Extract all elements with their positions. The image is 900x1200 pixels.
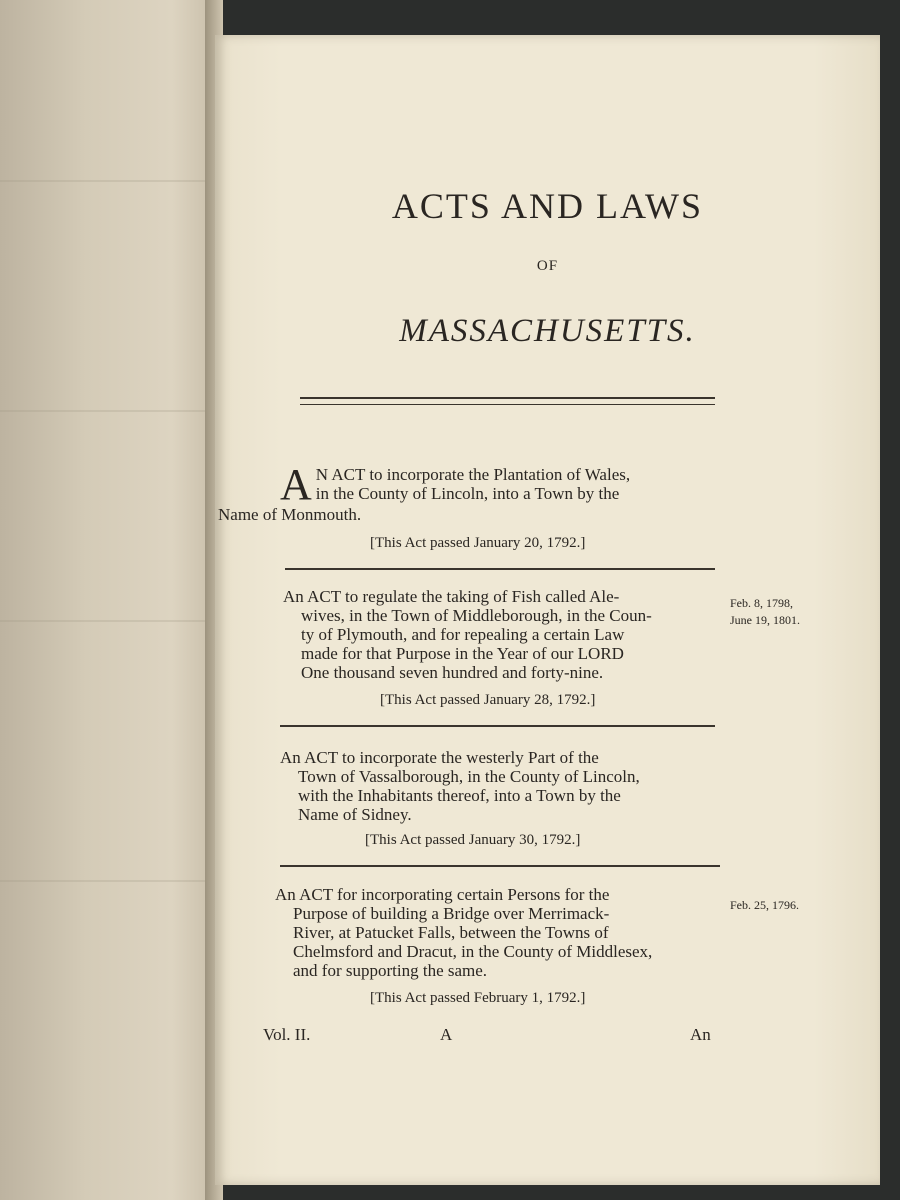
section-rule [280, 725, 715, 727]
act-line: Chelmsford and Dracut, in the County of Middlesex, [293, 942, 653, 961]
act-line: An ACT to incorporate the westerly Part of the [280, 748, 599, 767]
paper-texture-line [0, 880, 215, 882]
title-connector: OF [536, 258, 559, 274]
section-rule [280, 865, 720, 867]
act-line: Name of Monmouth. [218, 505, 362, 524]
act-line: made for that Purpose in the Year of our LORD [301, 644, 624, 663]
passed-note: [This Act passed January 30, 1792.] [365, 832, 581, 848]
act-line: An ACT to regulate the taking of Fish called Ale- [283, 587, 620, 606]
act-line: One thousand seven hundred and forty-nine. [301, 663, 604, 682]
act-line: River, at Patucket Falls, between the Towns of [293, 923, 609, 942]
act-line: ty of Plymouth, and for repealing a certain Law [301, 625, 625, 644]
act-line: and for supporting the same. [293, 961, 488, 980]
catchword: An [690, 1025, 711, 1044]
act-1 [218, 460, 725, 524]
act-line: with the Inhabitants thereof, into a Town by the [298, 786, 621, 805]
page-subtitle: MASSACHUSETTS. [399, 313, 696, 349]
act-line: An ACT for incorporating certain Persons for the [275, 885, 610, 904]
paper-texture-line [0, 620, 215, 622]
left-page [0, 0, 215, 1200]
act-line: N ACT to incorporate the Plantation of Wales, [315, 465, 631, 484]
passed-note: [This Act passed January 28, 1792.] [380, 692, 596, 708]
act-line: in the County of Lincoln, into a Town by the [315, 484, 620, 503]
drop-cap: A [280, 460, 312, 509]
act-line: Purpose of building a Bridge over Merrimack- [293, 904, 610, 923]
right-page [215, 35, 880, 1185]
margin-note-line: Feb. 8, 1798, [730, 596, 793, 610]
act-2 [283, 587, 728, 682]
passed-note: [This Act passed February 1, 1792.] [370, 990, 586, 1006]
signature-mark: A [440, 1025, 453, 1044]
act-3 [280, 748, 725, 824]
volume-label: Vol. II. [263, 1025, 311, 1044]
section-rule [285, 568, 715, 570]
act-line: wives, in the Town of Middleborough, in the Coun- [301, 606, 652, 625]
margin-note [730, 595, 800, 629]
passed-note: [This Act passed January 20, 1792.] [370, 535, 586, 551]
margin-note [730, 897, 799, 914]
paper-texture-line [0, 180, 215, 182]
margin-note-line: Feb. 25, 1796. [730, 898, 799, 912]
act-line: Town of Vassalborough, in the County of Lincoln, [298, 767, 640, 786]
page-title: ACTS AND LAWS [391, 186, 704, 226]
margin-note-line: June 19, 1801. [730, 613, 800, 627]
act-line: Name of Sidney. [298, 805, 412, 824]
paper-texture-line [0, 410, 215, 412]
title-rule [300, 397, 715, 405]
act-4 [275, 885, 720, 980]
